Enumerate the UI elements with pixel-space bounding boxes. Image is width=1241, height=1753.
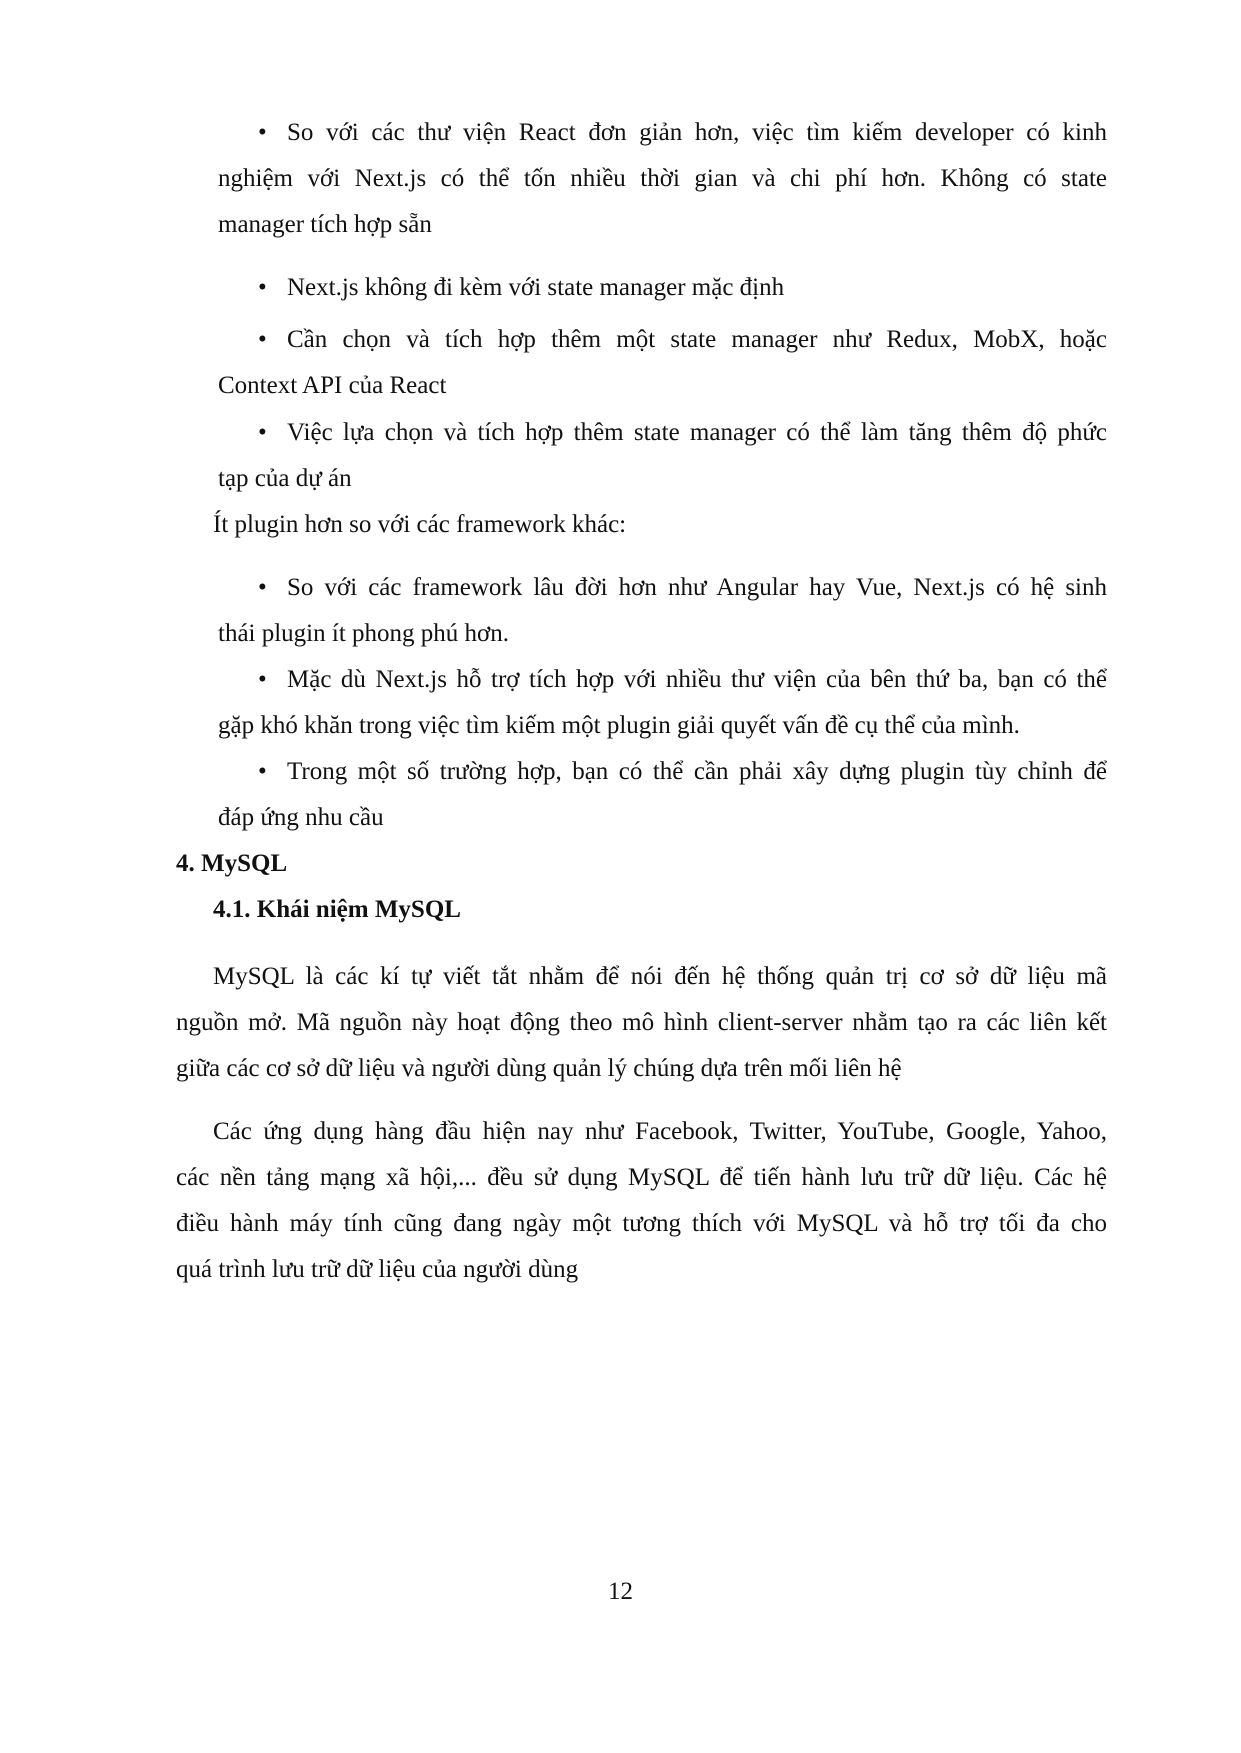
bullet-text-line: nghiệm với Next.js có thể tốn nhiều thời gian và chi phí hơn. Không có state — [218, 165, 1107, 192]
paragraph-line: MySQL là các kí tự viết tắt nhằm để nói đến hệ thống quản trị cơ sở dữ liệu mã — [213, 963, 1107, 990]
bullet-symbol: • — [258, 326, 267, 353]
paragraph-line: nguồn mở. Mã nguồn này hoạt động theo mô hình client-server nhằm tạo ra các liên kết — [176, 1009, 1107, 1036]
bullet-text-line: So với các thư viện React đơn giản hơn, việc tìm kiếm developer có kinh — [287, 119, 1107, 146]
bullet-text-line: Mặc dù Next.js hỗ trợ tích hợp với nhiều thư viện của bên thứ ba, bạn có thể — [287, 666, 1107, 693]
section-heading: 4. MySQL — [176, 850, 288, 877]
bullet-symbol: • — [258, 574, 267, 601]
bullet-symbol: • — [258, 119, 267, 146]
bullet-text-line: So với các framework lâu đời hơn như Angular hay Vue, Next.js có hệ sinh — [287, 574, 1107, 601]
subsection-heading: 4.1. Khái niệm MySQL — [213, 896, 461, 923]
bullet-text-line: manager tích hợp sẵn — [218, 211, 432, 238]
bullet-symbol: • — [258, 758, 267, 785]
paragraph-line: điều hành máy tính cũng đang ngày một tương thích với MySQL và hỗ trợ tối đa cho — [176, 1210, 1107, 1237]
paragraph-line: quá trình lưu trữ dữ liệu của người dùng — [176, 1256, 579, 1283]
bullet-symbol: • — [258, 666, 267, 693]
bullet-text-line: Việc lựa chọn và tích hợp thêm state manager có thể làm tăng thêm độ phức — [287, 419, 1107, 446]
paragraph-line: giữa các cơ sở dữ liệu và người dùng quản lý chúng dựa trên mối liên hệ — [176, 1055, 902, 1082]
bullet-text-line: tạp của dự án — [218, 465, 352, 492]
page-number: 12 — [608, 1578, 633, 1605]
bullet-text-line: đáp ứng nhu cầu — [218, 804, 384, 831]
bullet-text-line: Trong một số trường hợp, bạn có thể cần phải xây dựng plugin tùy chỉnh để — [287, 758, 1107, 785]
paragraph-line: các nền tảng mạng xã hội,... đều sử dụng MySQL để tiến hành lưu trữ dữ liệu. Các hệ — [176, 1164, 1107, 1191]
bullet-text-line: Next.js không đi kèm với state manager mặc định — [287, 274, 785, 301]
bullet-text-line: Context API của React — [218, 372, 447, 399]
bullet-text-line: Cần chọn và tích hợp thêm một state manager như Redux, MobX, hoặc — [287, 326, 1107, 353]
bullet-text-line: gặp khó khăn trong việc tìm kiếm một plugin giải quyết vấn đề cụ thể của mình. — [218, 712, 1020, 739]
paragraph-line: Các ứng dụng hàng đầu hiện nay như Facebook, Twitter, YouTube, Google, Yahoo, — [213, 1118, 1107, 1145]
plugins-heading: Ít plugin hơn so với các framework khác: — [213, 511, 627, 538]
bullet-symbol: • — [258, 274, 267, 301]
bullet-symbol: • — [258, 419, 267, 446]
bullet-text-line: thái plugin ít phong phú hơn. — [218, 620, 509, 647]
